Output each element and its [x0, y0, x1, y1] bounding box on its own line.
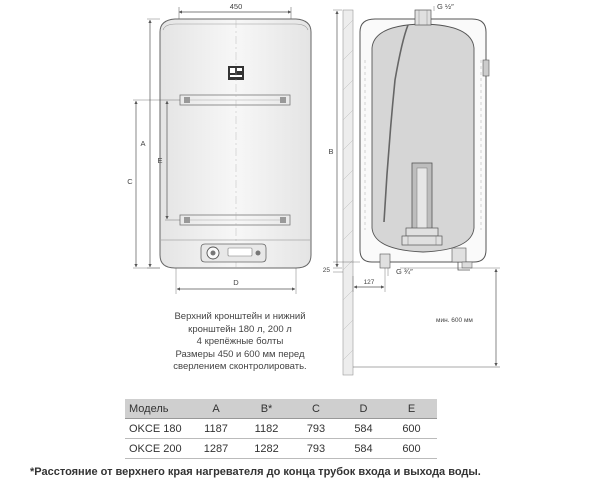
header-model: Модель — [125, 399, 190, 419]
dim-d-label: D — [233, 278, 239, 287]
cell-model: OKCE 180 — [125, 419, 190, 439]
outlet-bottom-label: G ¾″ — [396, 267, 413, 276]
control-panel — [201, 244, 266, 262]
header-e: E — [386, 399, 437, 419]
dim-127-label: 127 — [363, 279, 375, 286]
cell-model: OKCE 200 — [125, 439, 190, 459]
cell-e: 600 — [386, 439, 437, 459]
header-b: B* — [242, 399, 291, 419]
cell-b: 1182 — [242, 419, 291, 439]
dim-b-label: B — [328, 147, 334, 156]
inlet-top-label: G ½″ — [437, 2, 454, 11]
table-row — [125, 439, 437, 459]
min-clearance-label: мин. 600 мм — [436, 317, 473, 324]
cell-c: 793 — [291, 419, 341, 439]
dim-width-label: 450 — [229, 2, 243, 11]
mounting-note — [130, 311, 350, 374]
heater-body — [160, 19, 311, 268]
footnote: *Расстояние от верхнего края нагревателя до конца трубок входа и выхода воды. — [30, 466, 481, 478]
table-row — [125, 419, 437, 439]
header-d: D — [341, 399, 386, 419]
dim-25-label: 25 — [322, 267, 330, 274]
cell-a: 1287 — [190, 439, 242, 459]
cell-e: 600 — [386, 419, 437, 439]
cell-c: 793 — [291, 439, 341, 459]
dim-e-label: E — [157, 156, 163, 165]
cell-b: 1282 — [242, 439, 291, 459]
dim-c-label: C — [127, 177, 133, 186]
note-line: 4 крепёжные болты — [196, 336, 284, 348]
cell-a: 1187 — [190, 419, 242, 439]
spec-table-header-row — [125, 399, 437, 419]
header-c: C — [291, 399, 341, 419]
spec-table — [125, 399, 437, 459]
cell-d: 584 — [341, 439, 386, 459]
note-line: сверлением сконтролировать. — [173, 361, 307, 373]
header-a: A — [190, 399, 242, 419]
note-line: кронштейн 180 л, 200 л — [188, 323, 292, 335]
dim-a-label: A — [140, 139, 146, 148]
cell-d: 584 — [341, 419, 386, 439]
inlet-pipe-top — [415, 10, 431, 25]
front-view — [127, 2, 311, 294]
note-line: Размеры 450 и 600 мм перед — [175, 348, 305, 360]
note-line: Верхний кронштейн и нижний — [174, 311, 306, 322]
